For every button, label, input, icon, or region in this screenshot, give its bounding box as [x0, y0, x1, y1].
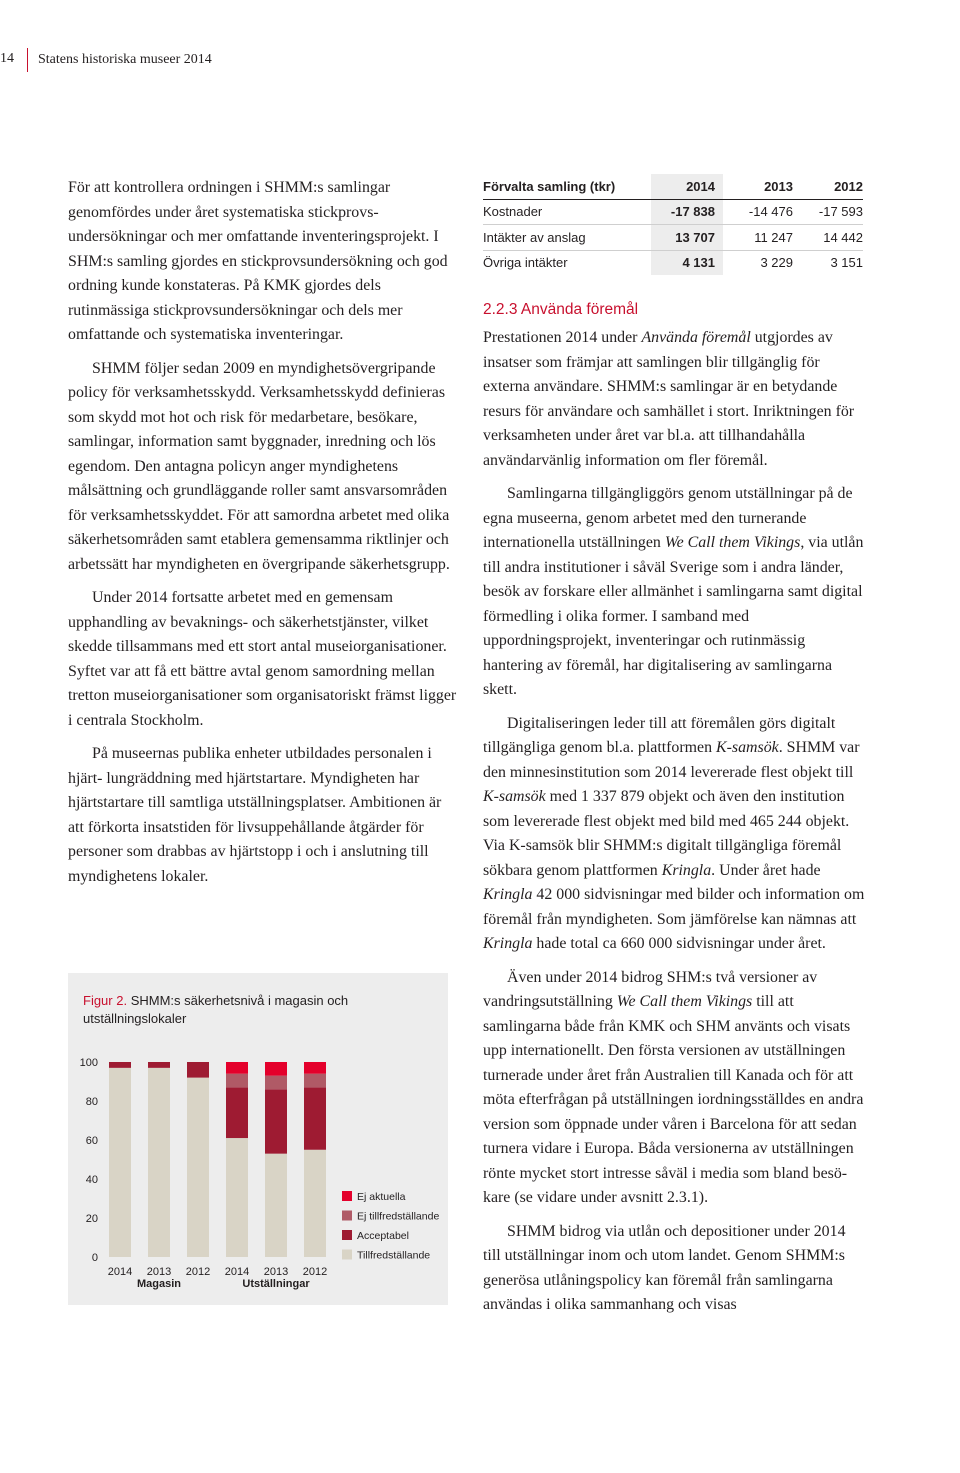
group-label: Utställningar: [242, 1278, 310, 1290]
emphasis: Kringla: [661, 861, 712, 879]
table-cell: -17 838: [651, 199, 723, 225]
table-cell: Intäkter av anslag: [483, 225, 651, 251]
text-run: . Under året hade: [711, 861, 821, 879]
emphasis: Använda föremål: [641, 329, 751, 346]
y-tick-label: 0: [91, 1252, 98, 1264]
table-header: 2013: [723, 174, 793, 199]
paragraph: [483, 966, 865, 1211]
bar-segment: [226, 1062, 248, 1074]
bar-segment: [265, 1154, 287, 1257]
bar-segment: [304, 1150, 326, 1257]
table-cell: 3 229: [760, 255, 793, 271]
table-cell: Kostnader: [483, 199, 651, 225]
y-tick-label: 60: [85, 1135, 98, 1147]
table-row: [483, 199, 863, 225]
bar-segment: [226, 1138, 248, 1257]
table-header: 2014: [651, 174, 723, 199]
text-run: med 1 337 879 objekt och även den institution som levererade flest objekt med bild med 465 244 objekt. Via K-samsök blir SHMM:s digitalt tillgängliga föremål sökbara genom plattformen: [483, 788, 850, 879]
bar-segment: [226, 1087, 248, 1138]
text-run: . SHMM var den minnesinstitution som 2014 levererade flest objekt till: [483, 739, 860, 781]
bar-segment: [187, 1078, 209, 1257]
x-tick-label: 2014: [107, 1266, 133, 1278]
paragraph: SHMM bidrog via utlån och depositioner under 2014 till utställningar inom och utom landet. Genom SHMM:s generösa utlåningspolicy kan föremål från samlingarna användas i olika sammanhang och visas: [483, 1222, 846, 1313]
text-run: Digitaliseringen leder till att föremålen görs digitalt tillgängliga genom bl.a. plattformen: [483, 714, 836, 756]
y-tick-label: 20: [85, 1213, 98, 1225]
section-heading: 2.2.3 Använda föremål: [483, 301, 639, 318]
financial-table: [483, 174, 863, 275]
x-tick-label: 2012: [185, 1266, 211, 1278]
legend-label: Ej tillfredställande: [357, 1210, 440, 1223]
table-row: [483, 250, 863, 275]
group-label: Magasin: [136, 1278, 182, 1290]
table-header: 2012: [793, 174, 863, 199]
legend-label: Acceptabel: [357, 1230, 409, 1242]
publication-title: Statens historiska museer 2014: [38, 52, 212, 67]
emphasis: We Call them Vikings: [616, 993, 753, 1010]
bar-segment: [148, 1062, 170, 1068]
text-run: utgjordes av insatser som främjar att samlingen blir tillgänglig för externa användare. SHMM:s samlingar är en betydande resurs för användare och samhället i stort. Inriktningen för verksamheten under året var bl.a. att tillhandahålla användarvänlig information om fler föremål.: [483, 329, 855, 469]
paragraph: [483, 712, 865, 957]
text-run: hade total ca 660 000 sidvisningar under året.: [532, 935, 826, 952]
paragraph: [483, 482, 865, 703]
header-divider: [27, 48, 28, 72]
right-column: [483, 326, 865, 1327]
legend-swatch: [342, 1230, 352, 1240]
legend-label: Tillfredställande: [357, 1249, 431, 1262]
figure-label: Figur 2.: [83, 993, 128, 1008]
emphasis: Kringla: [483, 935, 533, 952]
table-cell: 3 151: [830, 255, 863, 271]
bar-segment: [304, 1074, 326, 1088]
table-cell: 14 442: [793, 225, 863, 251]
table-cell: 13 707: [651, 225, 723, 251]
bar-segment: [265, 1089, 287, 1153]
table-cell: -14 476: [723, 199, 793, 225]
bar-segment: [226, 1074, 248, 1088]
paragraph: På museernas publika enheter utbildades personalen i hjärt- lungräddning med hjärtstartare. Myndigheten har hjärtstartare till samtliga utställningsplatser. Ambitionen är att förkorta insatstiden för livsuppehållande åtgärder för personer som drabbas av hjärtstopp i och i anslutning till myndighetens lokaler.: [68, 745, 442, 885]
paragraph: För att kontrollera ordningen i SHMM:s samlingar genomfördes under året systematiska stickprovsundersökningar och mer omfattande inventeringsprojekt. I SHM:s samling gjordes en stickprovsundersökning och god ordning kunde konstateras. På KMK gjordes dels rutinmässiga stickprovsundersökningar och dels mer omfattande och systematiska inventeringar.: [68, 179, 448, 343]
paragraph: Under 2014 fortsatte arbetet med en gemensam upphandling av bevaknings- och säkerhetstjänster, vilket skedde tillsammans med ett stort antal museiorganisationer. Syftet var att få ett bättre avtal genom samordning mellan tretton museiorganisationer som organisatoriskt främst ligger i centrala Stockholm.: [68, 589, 457, 729]
table-cell: 4 131: [651, 250, 723, 275]
table-cell: -17 593: [793, 199, 863, 225]
bar-segment: [148, 1068, 170, 1257]
legend-swatch: [342, 1191, 352, 1201]
y-tick-label: 40: [85, 1174, 98, 1186]
legend-label: Ej aktuella: [357, 1191, 406, 1203]
paragraph: [483, 326, 865, 473]
text-run: Prestationen 2014 under: [483, 329, 642, 346]
bar-segment: [109, 1068, 131, 1257]
table-cell: Övriga intäkter: [483, 255, 568, 271]
emphasis: K-samsök: [716, 739, 779, 756]
x-tick-label: 2013: [146, 1266, 172, 1278]
table-header-row: [483, 174, 863, 199]
legend-swatch: [342, 1250, 352, 1260]
table-row: [483, 225, 863, 251]
emphasis: Kringla: [483, 886, 533, 903]
page-number: 14: [0, 51, 14, 66]
bar-segment: [304, 1087, 326, 1149]
bar-segment: [265, 1076, 287, 1090]
y-tick-label: 100: [79, 1057, 98, 1069]
figure-box: [68, 973, 448, 1305]
bar-segment: [265, 1062, 287, 1076]
x-tick-label: 2014: [224, 1266, 250, 1278]
figure-caption-text: SHMM:s säkerhetsnivå i magasin och utställningslokaler: [83, 993, 349, 1026]
left-column: [68, 176, 458, 898]
text-run: , via utlån till andra institutioner i såväl Sverige som i andra länder, besök av forskare eller allmänhet i samlingarna samt digital förmedling i olika former. I samband med uppordningsprojekt, inventeringar och rutinmässig hantering av föremål, har digitalisering av samlingarna skett.: [483, 534, 864, 698]
text-run: Samlingarna tillgängliggörs genom utställningar på de egna museerna, genom arbetet med den turnerande internationella utställningen: [483, 485, 853, 551]
table-cell: 11 247: [723, 225, 793, 251]
emphasis: We Call them Vikings: [664, 534, 801, 551]
x-tick-label: 2012: [302, 1266, 328, 1278]
bar-segment: [304, 1062, 326, 1074]
text-run: 42 000 sidvisningar med bilder och information om föremål från myndigheten. Som jämförelse kan nämnas att: [483, 886, 865, 928]
text-run: Även under 2014 bidrog SHM:s två versioner av vandringsutställning: [483, 968, 818, 1010]
legend-swatch: [342, 1211, 352, 1221]
bar-segment: [109, 1062, 131, 1068]
x-tick-label: 2013: [263, 1266, 289, 1278]
table-header: Förvalta samling (tkr): [483, 174, 651, 199]
emphasis: K-samsök: [483, 788, 546, 805]
bar-segment: [187, 1062, 209, 1078]
figure-caption: [83, 992, 413, 1028]
text-run: till att samlingarna både från KMK och SHM använts och visats upp internationellt. Den första versionen av utställningen turnerade under året från Australien till Kanada och för att möta efterfrågan på utställningen iordningsställdes en andra version som öppnade under våren i Barcelona för att sedan turnera vidare i Europa. Båda versionerna av utställningen rönte mycket stort intresse såväl i media som bland besökare (se vidare under avsnitt 2.3.1).: [483, 993, 864, 1206]
y-tick-label: 80: [85, 1096, 98, 1108]
paragraph: SHMM följer sedan 2009 en myndighetsövergripande policy för verksamhetsskydd. Verksamhetsskydd definieras som skydd mot hot och risk för medarbetare, besökare, samlingar, information samt byggnader, inredning och lös egendom. Den antagna policyn anger myndighetens målsättning och grundläggande roller samt ansvarsområden för verksamhetsskyddet. För att samordna arbetet med olika säkerhetsområden samt etablera gemensamma riktlinjer och arbetssätt har myndigheten en övergripande säkerhetsgrupp.: [68, 359, 450, 573]
